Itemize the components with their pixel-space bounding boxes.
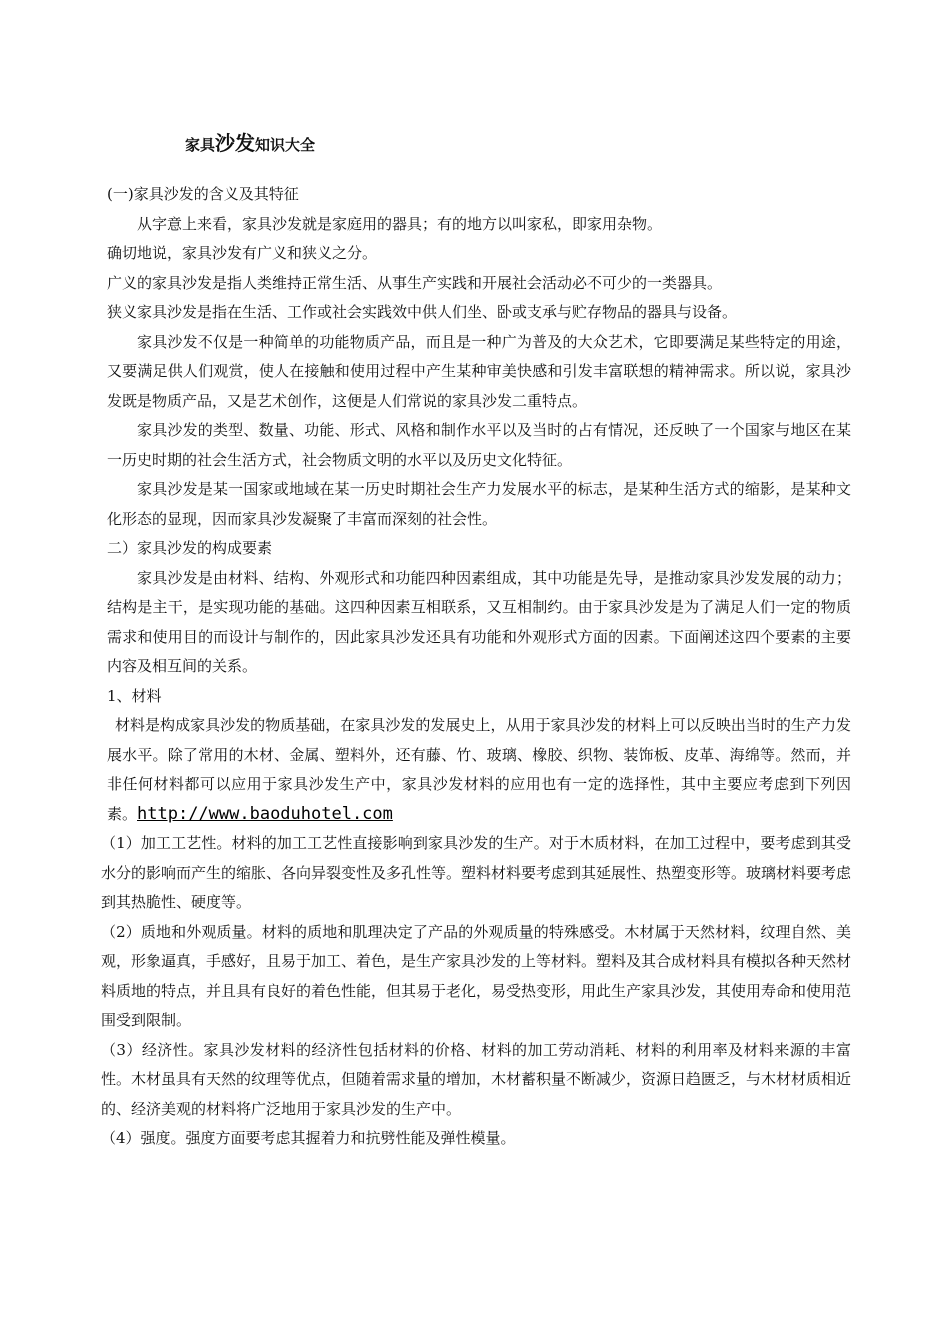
section-1-heading: (一)家具沙发的含义及其特征 bbox=[107, 185, 299, 203]
list-item-2: （2）质地和外观质量。材料的质地和肌理决定了产品的外观质量的特殊感受。木材属于天然材料，纹理自然、美观，形象逼真，手感好，且易于加工、着色，是生产家具沙发的上等材料。塑料及其合成材料具有模拟各种天然材料质地的特点，并且具有良好的着色性能，但其易于老化，易受热变形，用此生产家具沙发，其使用寿命和使用范围受到限制。 bbox=[101, 922, 852, 1029]
list-item-1: （1）加工工艺性。材料的加工工艺性直接影响到家具沙发的生产。对于木质材料，在加工过程中，要考虑到其受水分的影响而产生的缩胀、各向异裂变性及多孔性等。塑料材料要考虑到其延展性、热塑变形等。玻璃材料要考虑到其热脆性、硬度等。 bbox=[101, 834, 852, 911]
website-link[interactable]: http://www.baoduhotel.com bbox=[137, 803, 393, 824]
document-body bbox=[101, 128, 852, 1154]
title-part-3: 知识大全 bbox=[255, 136, 316, 154]
title-part-1: 家具 bbox=[185, 136, 216, 154]
paragraph-7: 家具沙发是某一国家或地域在某一历史时期社会生产力发展水平的标志，是某种生活方式的缩影，是某种文化形态的显现，因而家具沙发凝聚了丰富而深刻的社会性。 bbox=[107, 480, 851, 528]
subsection-1-heading: 1、材料 bbox=[107, 686, 162, 705]
document-title bbox=[185, 128, 851, 160]
paragraph-4: 狭义家具沙发是指在生活、工作或社会实践效中供人们坐、卧或支承与贮存物品的器具与设备。 bbox=[107, 303, 738, 321]
paragraph-5: 家具沙发不仅是一种简单的功能物质产品，而且是一种广为普及的大众艺术，它即要满足某些特定的用途，又要满足供人们观赏，使人在接触和使用过程中产生某种审美快感和引发丰富联想的精神需求。所以说，家具沙发既是物质产品，又是艺术创作，这便是人们常说的家具沙发二重特点。 bbox=[107, 332, 851, 410]
paragraph-9 bbox=[107, 711, 851, 829]
paragraph-1: 从字意上来看，家具沙发就是家庭用的器具；有的地方以叫家私，即家用杂物。 bbox=[137, 214, 663, 233]
paragraph-9-text: 材料是构成家具沙发的物质基础，在家具沙发的发展史上，从用于家具沙发的材料上可以反映出当时的生产力发展水平。除了常用的木材、金属、塑料外，还有藤、竹、玻璃、橡胶、织物、装饰板、皮革、海绵等。然而，并非任何材料都可以应用于家具沙发生产中，家具沙发材料的应用也有一定的选择性，其中主要应考虑到下列因素。 bbox=[107, 716, 851, 823]
paragraph-3: 广义的家具沙发是指人类维持正常生活、从事生产实践和开展社会活动必不可少的一类器具。 bbox=[107, 273, 723, 292]
paragraph-6: 家具沙发的类型、数量、功能、形式、风格和制作水平以及当时的占有情况，还反映了一个国家与地区在某一历史时期的社会生活方式，社会物质文明的水平以及历史文化特征。 bbox=[107, 421, 851, 469]
list-item-3: （3）经济性。家具沙发材料的经济性包括材料的价格、材料的加工劳动消耗、材料的利用率及材料来源的丰富性。木材虽具有天然的纹理等优点，但随着需求量的增加，木材蓄积量不断减少，资源日趋匮乏，与木材材质相近的、经济美观的材料将广泛地用于家具沙发的生产中。 bbox=[101, 1040, 852, 1118]
list-item-4: （4）强度。强度方面要考虑其握着力和抗劈性能及弹性模量。 bbox=[101, 1129, 516, 1147]
section-2-heading: 二）家具沙发的构成要素 bbox=[107, 539, 273, 557]
paragraph-2: 确切地说，家具沙发有广义和狭义之分。 bbox=[107, 244, 378, 262]
paragraph-8: 家具沙发是由材料、结构、外观形式和功能四种因素组成，其中功能是先导，是推动家具沙发发展的动力；结构是主干，是实现功能的基础。这四种因素互相联系，又互相制约。由于家具沙发是为了满足人们一定的物质需求和使用目的而设计与制作的，因此家具沙发还具有功能和外观形式方面的因素。下面阐述这四个要素的主要内容及相互间的关系。 bbox=[107, 568, 851, 675]
title-part-2: 沙发 bbox=[215, 131, 256, 155]
